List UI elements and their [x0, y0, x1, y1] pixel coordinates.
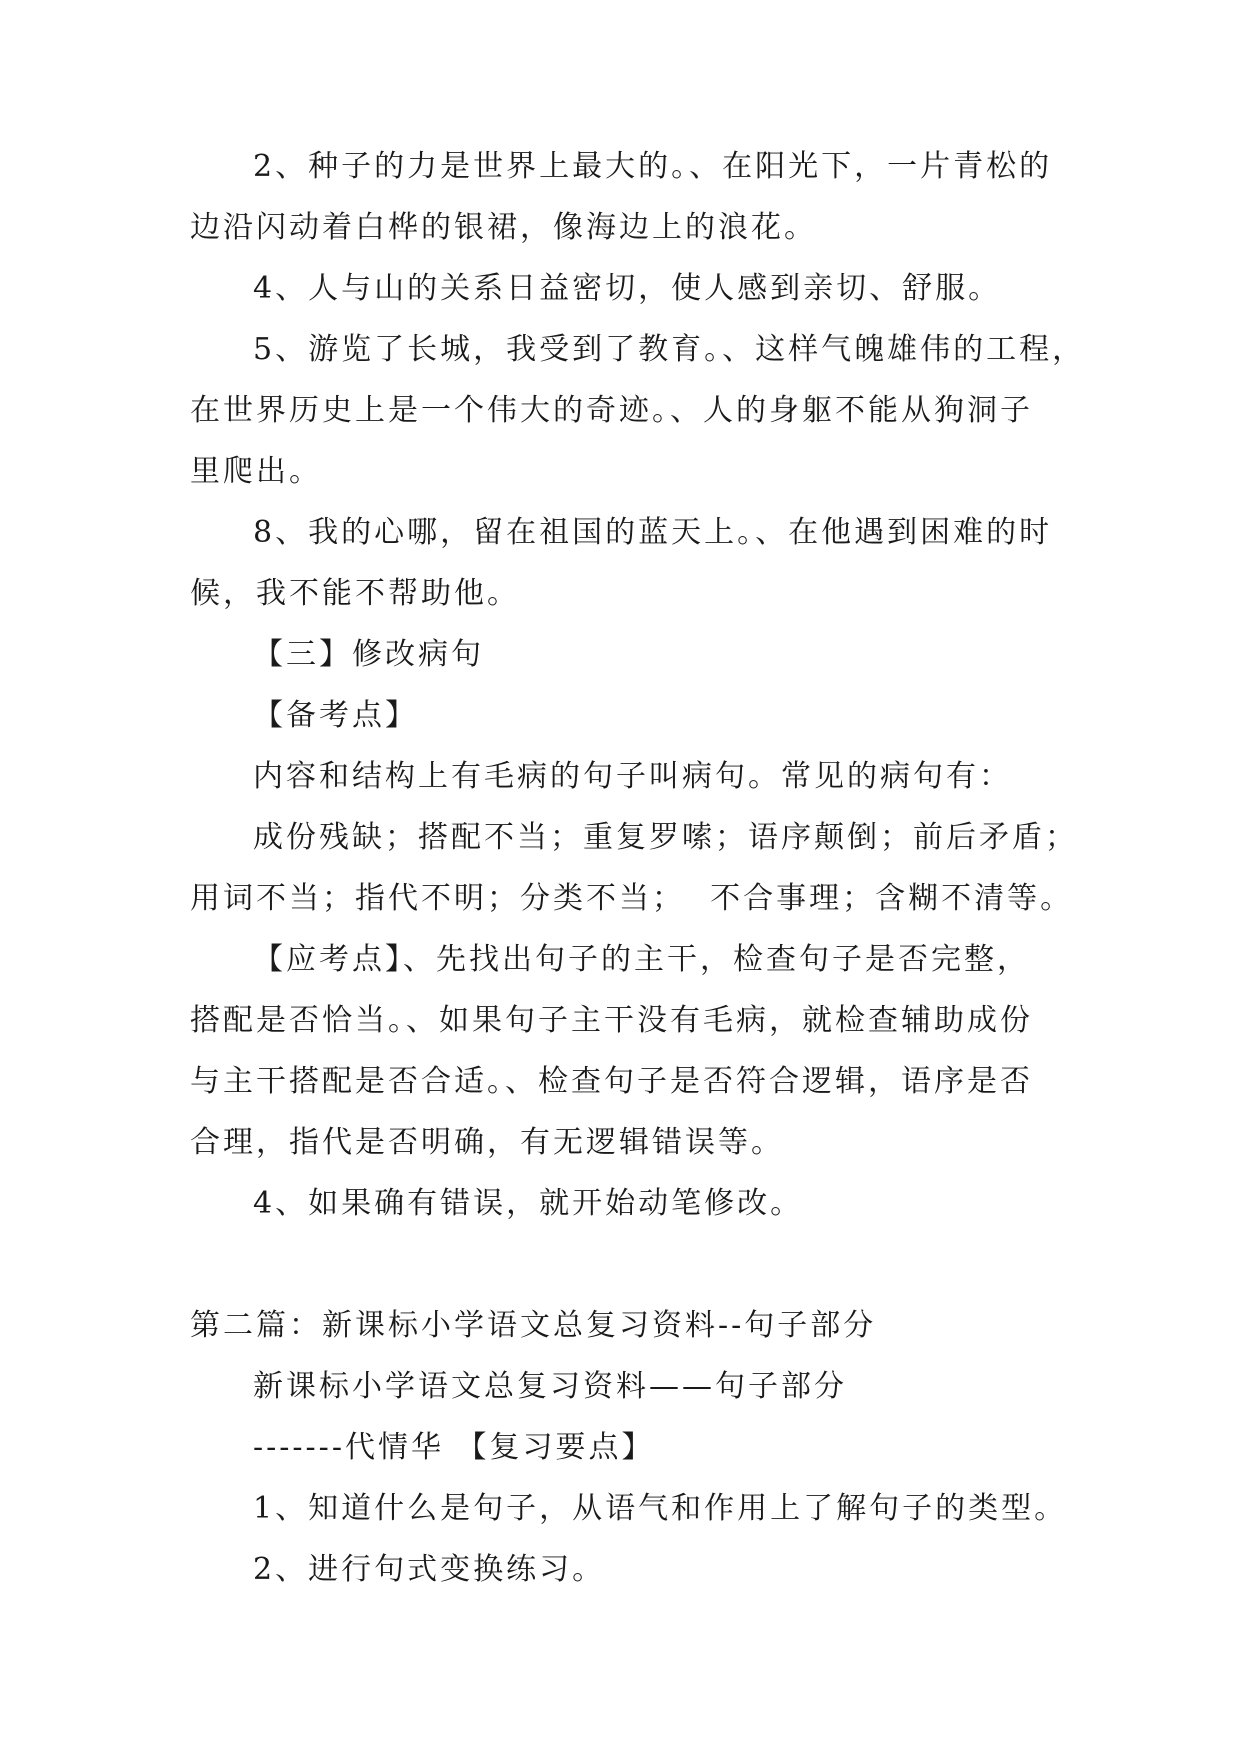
paragraph-line: 1、知道什么是句子，从语气和作用上了解句子的类型。	[253, 1491, 1068, 1526]
paragraph-line: 边沿闪动着白桦的银裙，像海边上的浪花。	[190, 210, 817, 245]
paragraph-line: 合理，指代是否明确，有无逻辑错误等。	[190, 1125, 784, 1160]
paragraph-line: 候，我不能不帮助他。	[190, 576, 520, 611]
chapter-title: 第二篇：新课标小学语文总复习资料--句子部分	[190, 1308, 877, 1343]
paragraph-line: 2、种子的力是世界上最大的。、在阳光下，一片青松的	[253, 149, 1053, 184]
paragraph-line: 2、进行句式变换练习。	[253, 1552, 606, 1587]
paragraph-line: 在世界历史上是一个伟大的奇迹。、人的身躯不能从狗洞子	[190, 393, 1033, 428]
paragraph-line: 内容和结构上有毛病的句子叫病句。常见的病句有：	[253, 759, 1012, 794]
author-line: -------代情华 【复习要点】	[253, 1430, 655, 1465]
blank-line	[190, 1234, 1070, 1295]
subsection-heading: 【备考点】	[253, 698, 418, 733]
paragraph-line: 4、人与山的关系日益密切，使人感到亲切、舒服。	[253, 271, 1002, 306]
paragraph-line: 4、如果确有错误，就开始动笔修改。	[253, 1186, 804, 1221]
paragraph-line: 里爬出。	[190, 454, 322, 489]
paragraph-line: 8、我的心哪，留在祖国的蓝天上。、在他遇到困难的时	[253, 515, 1053, 550]
paragraph-line: 5、游览了长城，我受到了教育。、这样气魄雄伟的工程，	[253, 332, 1086, 367]
section-heading: 【三】修改病句	[253, 637, 484, 672]
paragraph-line: 搭配是否恰当。、如果句子主干没有毛病，就检查辅助成份	[190, 1003, 1033, 1038]
paragraph-line: 【应考点】、先找出句子的主干，检查句子是否完整，	[253, 942, 1030, 977]
paragraph-line: 用词不当；指代不明；分类不当； 不合事理；含糊不清等。	[190, 881, 1074, 916]
paragraph-line: 成份残缺；搭配不当；重复罗嗦；语序颠倒；前后矛盾；	[253, 820, 1078, 855]
paragraph-line: 与主干搭配是否合适。、检查句子是否符合逻辑，语序是否	[190, 1064, 1033, 1099]
document-body	[190, 136, 1086, 1600]
document-title: 新课标小学语文总复习资料——句子部分	[253, 1369, 847, 1404]
